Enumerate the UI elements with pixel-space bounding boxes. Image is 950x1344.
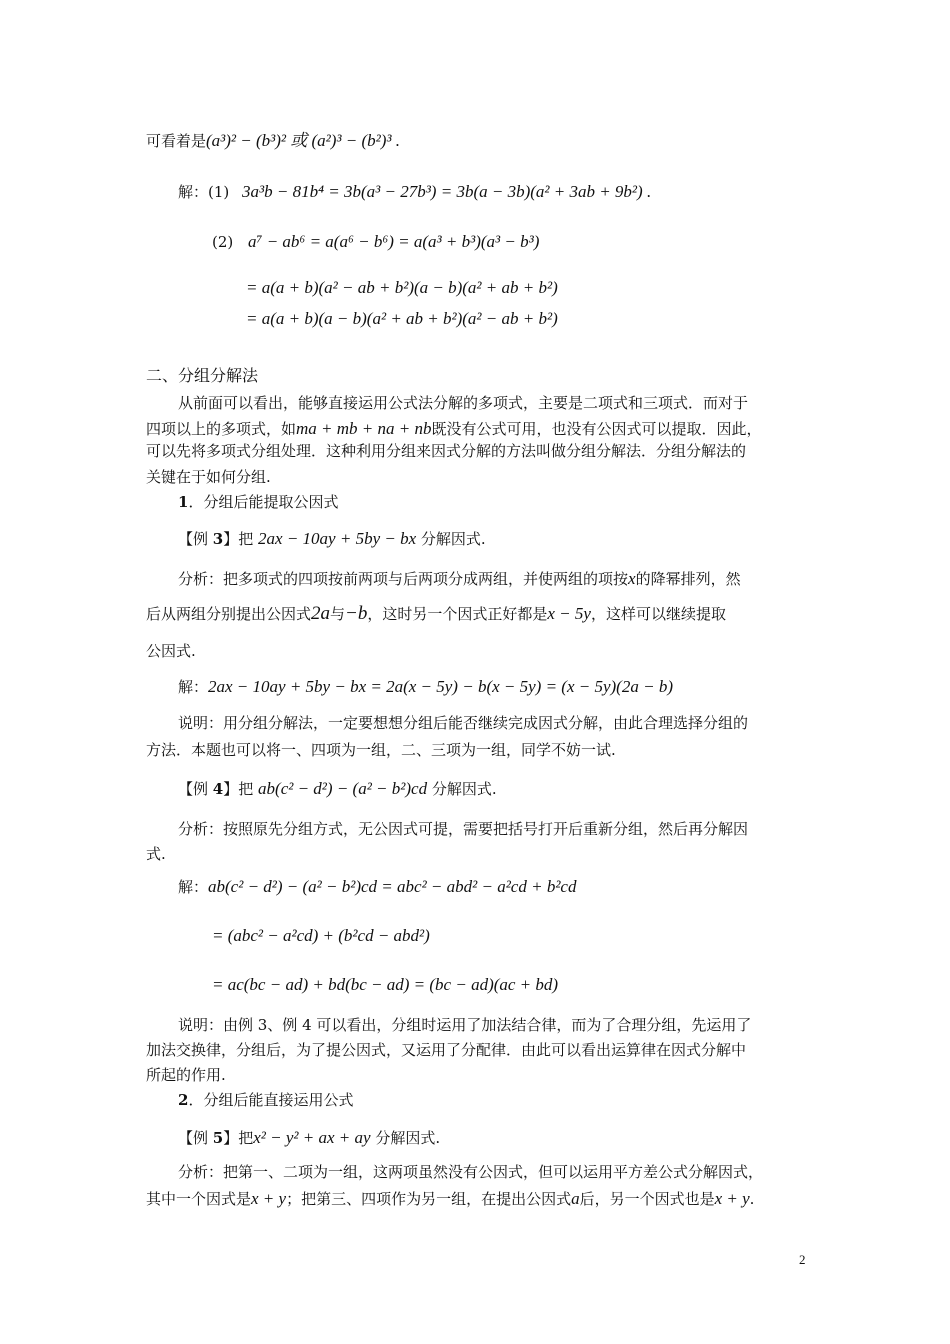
analysis-text-a: 其中一个因式是: [146, 1190, 252, 1208]
example-label-pre: 【例: [178, 780, 209, 798]
analysis-text-a: 后从两组分别提出公因式: [146, 605, 312, 623]
example-label-post: 】把: [223, 780, 254, 798]
example-3-title: [178, 530, 486, 547]
analysis-text-b: 与: [330, 605, 346, 623]
example-3-solution: [178, 678, 673, 695]
subsection-1-title: ．分组后能提取公因式: [188, 493, 339, 511]
intro-math: (a³)² − (b³)² 或 (a²)³ − (b²)³ .: [206, 131, 401, 150]
analysis-math-2: a: [571, 1189, 580, 1208]
example-label-num: 3: [212, 530, 224, 548]
solution-2-step3: = a(a + b)(a − b)(a² + ab + b²)(a² − ab + b²): [246, 309, 558, 328]
section-para-line-1: 从前面可以看出，能够直接运用公式法分解的多项式，主要是二项式和三项式．而对于: [178, 394, 749, 412]
subsection-1: [178, 495, 338, 510]
para-text-a: 四项以上的多项式，如: [146, 420, 297, 438]
solution-math: 2ax − 10ay + 5by − bx = 2a(x − 5y) − b(x − 5y) = (x − 5y)(2a − b): [208, 677, 673, 696]
solution-2: [212, 233, 539, 250]
analysis-text-d: .: [749, 1190, 755, 1208]
example-4-note-line-2: 加法交换律，分组后，为了提公因式，又运用了分配律．由此可以看出运算律在因式分解中: [146, 1041, 747, 1059]
analysis-text-d: ，这样可以继续提取: [590, 605, 726, 623]
solution-math: ab(c² − d²) − (a² − b²)cd = abc² − abd² − a²cd + b²cd: [208, 877, 577, 896]
solution-label: 解：: [178, 878, 209, 896]
solution-2-math: a⁷ − ab⁶ = a(a⁶ − b⁶) = a(a³ + b³)(a³ − b³): [248, 232, 540, 251]
example-4-title: [178, 780, 497, 797]
solution-label: 解：: [178, 678, 209, 696]
example-5-title: [178, 1129, 440, 1146]
solution-1: [178, 183, 651, 200]
solution-1-label: 解：(1): [178, 183, 230, 201]
section-heading: 二、分组分解法: [146, 366, 259, 385]
example-5-analysis-line-2: [146, 1190, 754, 1207]
example-4-math: ab(c² − d²) − (a² − b²)cd: [258, 779, 428, 798]
example-label-num: 4: [212, 780, 224, 798]
analysis-math-1: 2a: [311, 603, 331, 624]
analysis-math-2: −b: [345, 603, 368, 624]
para-text-b: 既没有公式可用，也没有公因式可以提取．因此，: [431, 420, 762, 438]
example-3-note-line-1: 说明：用分组分解法，一定要想想分组后能否继续完成因式分解，由此合理选择分组的: [178, 714, 749, 732]
analysis-text-c: ，这时另一个因式正好都是: [367, 605, 548, 623]
subsection-2-number: 2: [178, 1091, 189, 1109]
example-4-analysis-line-1: 分析：按照原先分组方式，无公因式可提，需要把括号打开后重新分组，然后再分解因: [178, 820, 749, 838]
example-label-num: 5: [212, 1129, 224, 1147]
example-3-suffix: 分解因式.: [420, 530, 486, 548]
example-3-math: 2ax − 10ay + 5by − bx: [258, 529, 417, 548]
analysis-text-c: 后，另一个因式也是: [579, 1190, 715, 1208]
analysis-math-1: x + y: [251, 1189, 287, 1208]
example-label-pre: 【例: [178, 530, 209, 548]
example-label-post: 】把: [223, 530, 254, 548]
subsection-1-number: 1: [178, 493, 189, 511]
solution-2-label: (2): [212, 233, 234, 251]
example-4-suffix: 分解因式.: [431, 780, 497, 798]
example-label-post: 】把: [223, 1129, 254, 1147]
analysis-text-b: ；把第三、四项作为另一组，在提出公因式: [286, 1190, 572, 1208]
example-4-note-line-1: 说明：由例 3、例 4 可以看出，分组时运用了加法结合律，而为了合理分组，先运用了: [178, 1016, 752, 1034]
example-3-analysis-line-1: [178, 570, 741, 587]
analysis-math-3: x + y: [714, 1189, 750, 1208]
analysis-math-3: x − 5y: [547, 604, 591, 623]
example-3-note-line-2: 方法．本题也可以将一、四项为一组，二、三项为一组，同学不妨一试.: [146, 741, 616, 759]
example-5-math: x² − y² + ax + ay: [253, 1128, 371, 1147]
section-para-line-4: 关键在于如何分组.: [146, 468, 271, 486]
example-4-step3: = ac(bc − ad) + bd(bc − ad) = (bc − ad)(ac + bd): [212, 975, 559, 994]
analysis-var-x: x: [628, 569, 636, 588]
example-4-note-line-3: 所起的作用.: [146, 1066, 226, 1084]
example-3-analysis-line-3: 公因式.: [146, 642, 196, 660]
example-4-step2: = (abc² − a²cd) + (b²cd − abd²): [212, 926, 430, 945]
solution-1-math: 3a³b − 81b⁴ = 3b(a³ − 27b³) = 3b(a − 3b)(a² + 3ab + 9b²) .: [242, 182, 652, 201]
solution-2-step2: = a(a + b)(a² − ab + b²)(a − b)(a² + ab + b²): [246, 278, 558, 297]
page-number: 2: [799, 1252, 806, 1267]
analysis-text-a: 分析：把多项式的四项按前两项与后两项分成两组，并使两组的项按: [178, 570, 629, 588]
intro-text: 可看着是: [146, 132, 207, 150]
section-para-line-2: [146, 420, 762, 437]
section-para-line-3: 可以先将多项式分组处理．这种利用分组来因式分解的方法叫做分组分解法．分组分解法的: [146, 442, 747, 460]
example-4-analysis-line-2: 式.: [146, 845, 166, 863]
subsection-2-title: ．分组后能直接运用公式: [188, 1091, 354, 1109]
subsection-2: [178, 1093, 353, 1108]
example-5-suffix: 分解因式.: [375, 1129, 441, 1147]
example-3-analysis-line-2: [146, 604, 726, 623]
para-math: ma + mb + na + nb: [296, 419, 432, 438]
example-4-solution: [178, 878, 576, 895]
example-5-analysis-line-1: 分析：把第一、二项为一组，这两项虽然没有公因式，但可以运用平方差公式分解因式，: [178, 1163, 764, 1181]
example-label-pre: 【例: [178, 1129, 209, 1147]
continuation-line: [146, 132, 400, 149]
analysis-text-b: 的降幂排列，然: [635, 570, 741, 588]
